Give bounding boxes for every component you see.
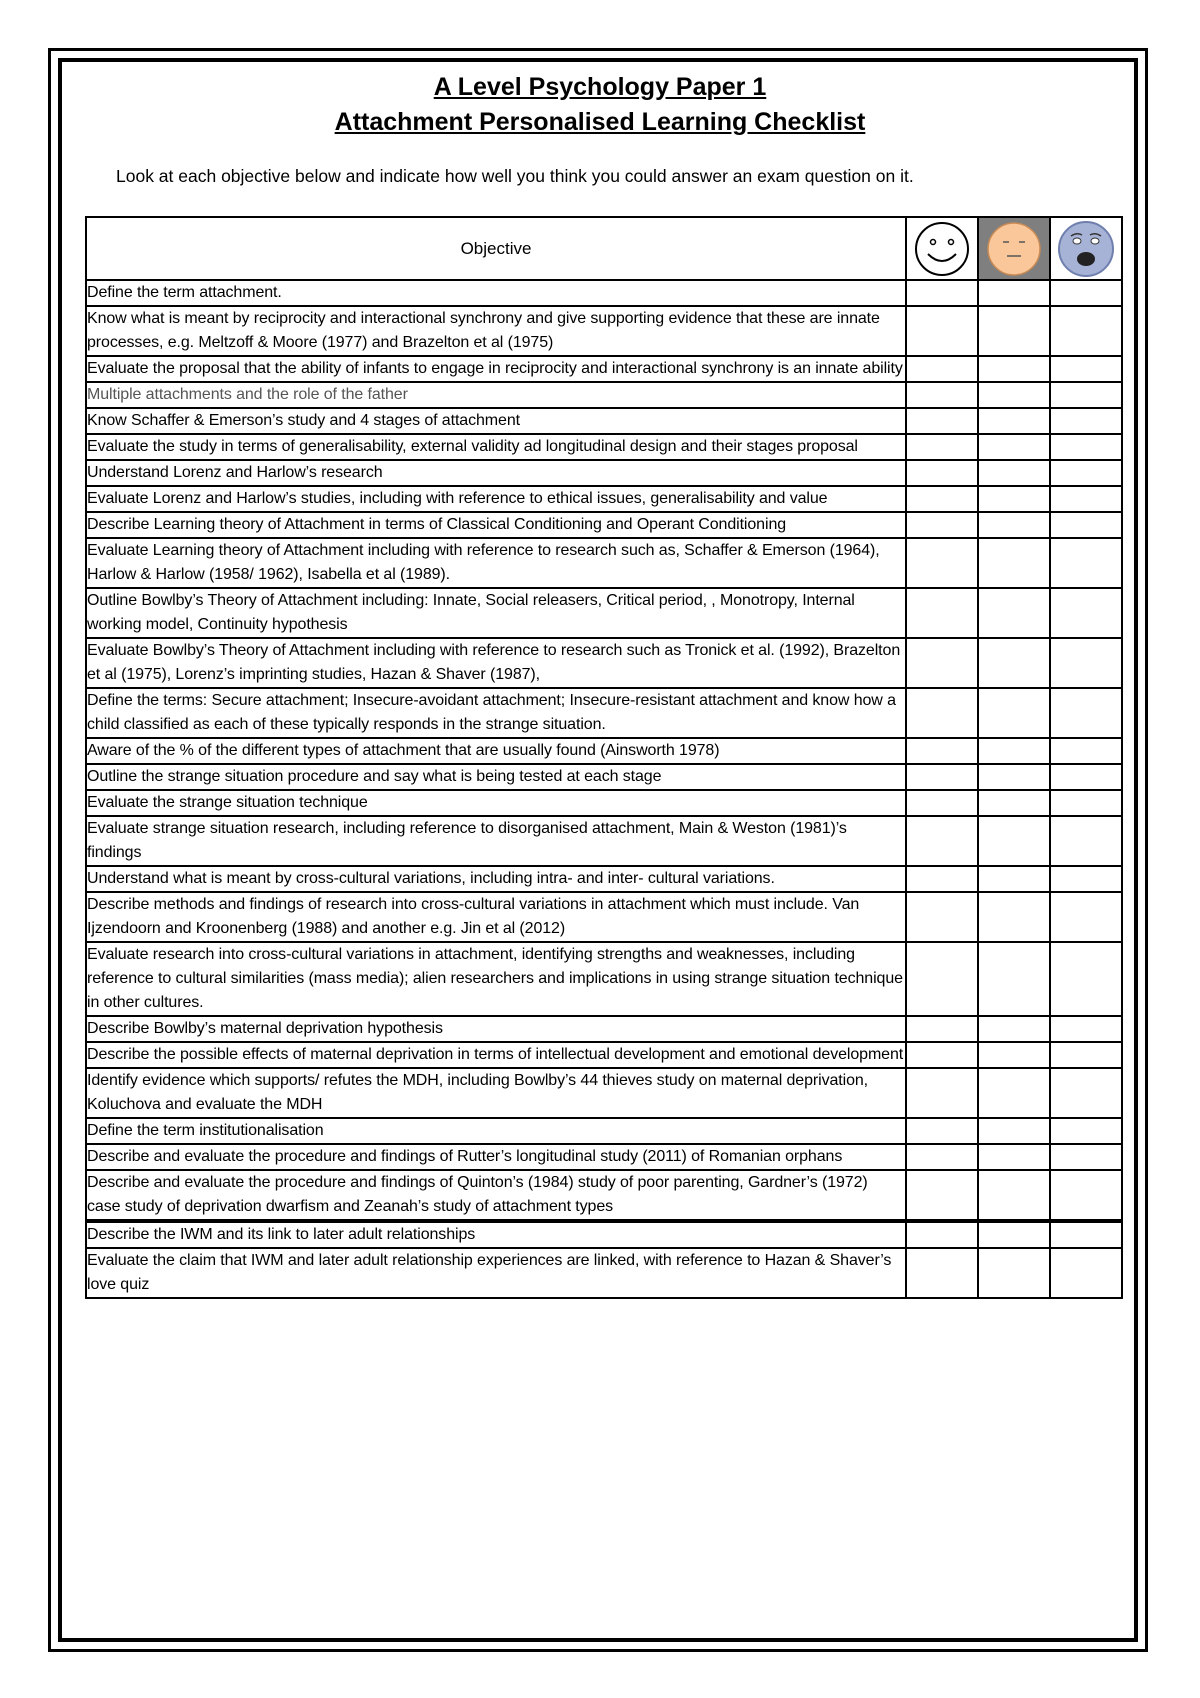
objective-text: Evaluate the claim that IWM and later adult relationship experiences are linked, with reference to Hazan & Shaver’s love quiz: [86, 1248, 906, 1298]
objective-text: Aware of the % of the different types of attachment that are usually found (Ainsworth 1978): [86, 738, 906, 764]
rating-cell-confident[interactable]: [906, 892, 978, 942]
document-title: A Level Psychology Paper 1: [433, 73, 767, 101]
rating-cell-unsure[interactable]: [978, 866, 1050, 892]
rating-cell-confident[interactable]: [906, 1248, 978, 1298]
rating-cell-not-confident[interactable]: [1050, 1144, 1122, 1170]
objective-text: Identify evidence which supports/ refutes the MDH, including Bowlby’s 44 thieves study on maternal deprivation, Koluchova and evaluate the MDH: [86, 1068, 906, 1118]
objective-text: Evaluate the proposal that the ability of infants to engage in reciprocity and interactional synchrony is an innate ability: [86, 356, 906, 382]
rating-cell-not-confident[interactable]: [1050, 538, 1122, 588]
table-row: [86, 408, 1122, 434]
rating-cell-not-confident[interactable]: [1050, 1118, 1122, 1144]
table-row: [86, 1170, 1122, 1221]
rating-cell-confident[interactable]: [906, 942, 978, 1016]
table-row: [86, 280, 1122, 306]
rating-cell-not-confident[interactable]: [1050, 816, 1122, 866]
rating-cell-confident[interactable]: [906, 1042, 978, 1068]
rating-cell-confident[interactable]: [906, 816, 978, 866]
rating-cell-confident[interactable]: [906, 1118, 978, 1144]
objective-text: Evaluate research into cross-cultural variations in attachment, identifying strengths and weaknesses, including reference to cultural similarities (mass media); alien researchers and implications in using strange situation technique in other cultures.: [86, 942, 906, 1016]
rating-cell-unsure[interactable]: [978, 1170, 1050, 1221]
rating-cell-not-confident[interactable]: [1050, 306, 1122, 356]
rating-cell-unsure[interactable]: [978, 1118, 1050, 1144]
rating-cell-unsure[interactable]: [978, 1016, 1050, 1042]
table-row: [86, 486, 1122, 512]
rating-cell-confident[interactable]: [906, 688, 978, 738]
rating-cell-unsure[interactable]: [978, 1221, 1050, 1248]
rating-cell-not-confident[interactable]: [1050, 942, 1122, 1016]
table-row: [86, 866, 1122, 892]
rating-header-unsure: [978, 217, 1050, 280]
rating-cell-not-confident[interactable]: [1050, 434, 1122, 460]
learning-checklist-table: [85, 216, 1123, 1299]
rating-cell-unsure[interactable]: [978, 512, 1050, 538]
rating-cell-confident[interactable]: [906, 866, 978, 892]
objective-text: Evaluate Learning theory of Attachment including with reference to research such as, Schaffer & Emerson (1964), Harlow & Harlow (1958/ 1962), Isabella et al (1989).: [86, 538, 906, 588]
table-row: [86, 1068, 1122, 1118]
rating-cell-confident[interactable]: [906, 1170, 978, 1221]
objective-text: Multiple attachments and the role of the father: [86, 382, 906, 408]
rating-cell-not-confident[interactable]: [1050, 512, 1122, 538]
objective-text: Evaluate the strange situation technique: [86, 790, 906, 816]
rating-header-confident: [906, 217, 978, 280]
upset-face-icon: [1056, 219, 1116, 279]
table-row: [86, 688, 1122, 738]
rating-cell-not-confident[interactable]: [1050, 790, 1122, 816]
rating-cell-not-confident[interactable]: [1050, 764, 1122, 790]
table-row: [86, 738, 1122, 764]
rating-cell-not-confident[interactable]: [1050, 892, 1122, 942]
objective-header: Objective: [86, 217, 906, 280]
objective-text: Evaluate strange situation research, including reference to disorganised attachment, Main & Weston (1981)’s findings: [86, 816, 906, 866]
rating-cell-confident[interactable]: [906, 280, 978, 306]
rating-cell-not-confident[interactable]: [1050, 1016, 1122, 1042]
objective-text: Describe and evaluate the procedure and findings of Quinton’s (1984) study of poor parenting, Gardner’s (1972) case study of deprivation dwarfism and Zeanah’s study of attachment types: [86, 1170, 906, 1221]
table-row: [86, 538, 1122, 588]
rating-cell-unsure[interactable]: [978, 1144, 1050, 1170]
objective-text: Describe Bowlby’s maternal deprivation hypothesis: [86, 1016, 906, 1042]
rating-header-not-confident: [1050, 217, 1122, 280]
rating-cell-unsure[interactable]: [978, 638, 1050, 688]
rating-cell-confident[interactable]: [906, 1016, 978, 1042]
rating-cell-confident[interactable]: [906, 382, 978, 408]
rating-cell-not-confident[interactable]: [1050, 866, 1122, 892]
table-row: [86, 1016, 1122, 1042]
rating-cell-confident[interactable]: [906, 356, 978, 382]
objective-text: Describe the possible effects of maternal deprivation in terms of intellectual development and emotional development: [86, 1042, 906, 1068]
rating-cell-not-confident[interactable]: [1050, 408, 1122, 434]
rating-cell-confident[interactable]: [906, 1068, 978, 1118]
objective-text: Evaluate the study in terms of generalisability, external validity ad longitudinal design and their stages proposal: [86, 434, 906, 460]
objective-text: Define the term institutionalisation: [86, 1118, 906, 1144]
table-row: [86, 382, 1122, 408]
rating-cell-unsure[interactable]: [978, 588, 1050, 638]
rating-cell-confident[interactable]: [906, 306, 978, 356]
objective-text: Understand Lorenz and Harlow’s research: [86, 460, 906, 486]
rating-cell-unsure[interactable]: [978, 790, 1050, 816]
rating-cell-unsure[interactable]: [978, 816, 1050, 866]
objective-text: Describe Learning theory of Attachment in terms of Classical Conditioning and Operant Conditioning: [86, 512, 906, 538]
rating-cell-confident[interactable]: [906, 512, 978, 538]
rating-cell-not-confident[interactable]: [1050, 638, 1122, 688]
objective-text: Know Schaffer & Emerson’s study and 4 stages of attachment: [86, 408, 906, 434]
table-row: [86, 356, 1122, 382]
table-row: [86, 306, 1122, 356]
table-row: [86, 816, 1122, 866]
instructions-text: Look at each objective below and indicate how well you think you could answer an exam question on it.: [116, 166, 914, 186]
table-row: [86, 764, 1122, 790]
rating-cell-confident[interactable]: [906, 538, 978, 588]
objective-text: Describe and evaluate the procedure and findings of Rutter’s longitudinal study (2011) of Romanian orphans: [86, 1144, 906, 1170]
rating-cell-not-confident[interactable]: [1050, 688, 1122, 738]
rating-cell-confident[interactable]: [906, 1221, 978, 1248]
rating-cell-unsure[interactable]: [978, 356, 1050, 382]
objective-text: Evaluate Lorenz and Harlow’s studies, including with reference to ethical issues, generalisability and value: [86, 486, 906, 512]
rating-cell-unsure[interactable]: [978, 1248, 1050, 1298]
rating-cell-confident[interactable]: [906, 638, 978, 688]
rating-cell-unsure[interactable]: [978, 434, 1050, 460]
rating-cell-unsure[interactable]: [978, 408, 1050, 434]
rating-cell-unsure[interactable]: [978, 1042, 1050, 1068]
rating-cell-unsure[interactable]: [978, 486, 1050, 512]
neutral-face-icon: [985, 220, 1043, 278]
table-row: [86, 892, 1122, 942]
rating-cell-confident[interactable]: [906, 738, 978, 764]
rating-cell-unsure[interactable]: [978, 280, 1050, 306]
rating-cell-unsure[interactable]: [978, 738, 1050, 764]
table-row: [86, 434, 1122, 460]
objective-text: Outline Bowlby’s Theory of Attachment including: Innate, Social releasers, Critical period, , Monotropy, Internal working model, Continuity hypothesis: [86, 588, 906, 638]
rating-cell-unsure[interactable]: [978, 892, 1050, 942]
rating-cell-not-confident[interactable]: [1050, 280, 1122, 306]
rating-cell-not-confident[interactable]: [1050, 1248, 1122, 1298]
table-row: [86, 1221, 1122, 1248]
rating-cell-unsure[interactable]: [978, 306, 1050, 356]
rating-cell-unsure[interactable]: [978, 382, 1050, 408]
rating-cell-not-confident[interactable]: [1050, 460, 1122, 486]
smiley-face-icon: [913, 220, 971, 278]
table-row: [86, 942, 1122, 1016]
rating-cell-unsure[interactable]: [978, 460, 1050, 486]
table-row: [86, 1118, 1122, 1144]
rating-cell-not-confident[interactable]: [1050, 588, 1122, 638]
table-row: [86, 1144, 1122, 1170]
rating-cell-unsure[interactable]: [978, 942, 1050, 1016]
rating-cell-confident[interactable]: [906, 588, 978, 638]
objective-text: Describe the IWM and its link to later adult relationships: [86, 1221, 906, 1248]
rating-cell-unsure[interactable]: [978, 1068, 1050, 1118]
rating-cell-confident[interactable]: [906, 790, 978, 816]
rating-cell-not-confident[interactable]: [1050, 382, 1122, 408]
rating-cell-not-confident[interactable]: [1050, 1170, 1122, 1221]
objective-text: Outline the strange situation procedure and say what is being tested at each stage: [86, 764, 906, 790]
rating-cell-not-confident[interactable]: [1050, 356, 1122, 382]
rating-cell-unsure[interactable]: [978, 764, 1050, 790]
rating-cell-not-confident[interactable]: [1050, 1042, 1122, 1068]
document-subtitle: Attachment Personalised Learning Checklist: [334, 108, 866, 136]
table-row: [86, 1248, 1122, 1298]
rating-cell-unsure[interactable]: [978, 688, 1050, 738]
rating-cell-confident[interactable]: [906, 1144, 978, 1170]
table-row: [86, 1042, 1122, 1068]
rating-cell-not-confident[interactable]: [1050, 486, 1122, 512]
table-row: [86, 638, 1122, 688]
rating-cell-unsure[interactable]: [978, 538, 1050, 588]
objective-text: Know what is meant by reciprocity and interactional synchrony and give supporting evidence that these are innate processes, e.g. Meltzoff & Moore (1977) and Brazelton et al (1975): [86, 306, 906, 356]
table-row: [86, 790, 1122, 816]
objective-text: Describe methods and findings of research into cross-cultural variations in attachment which must include. Van Ijzendoorn and Kroonenberg (1988) and another e.g. Jin et al (2012): [86, 892, 906, 942]
objective-text: Define the term attachment.: [86, 280, 906, 306]
objective-text: Define the terms: Secure attachment; Insecure-avoidant attachment; Insecure-resistant attachment and know how a child classified as each of these typically responds in the strange situation.: [86, 688, 906, 738]
rating-cell-not-confident[interactable]: [1050, 1221, 1122, 1248]
table-row: [86, 512, 1122, 538]
rating-cell-not-confident[interactable]: [1050, 1068, 1122, 1118]
objective-text: Evaluate Bowlby’s Theory of Attachment including with reference to research such as Tronick et al. (1992), Brazelton et al (1975), Lorenz’s imprinting studies, Hazan & Shaver (1987),: [86, 638, 906, 688]
rating-cell-confident[interactable]: [906, 460, 978, 486]
table-row: [86, 460, 1122, 486]
table-row: [86, 588, 1122, 638]
rating-cell-confident[interactable]: [906, 408, 978, 434]
rating-cell-confident[interactable]: [906, 434, 978, 460]
objective-text: Understand what is meant by cross-cultural variations, including intra- and inter- cultural variations.: [86, 866, 906, 892]
rating-cell-confident[interactable]: [906, 764, 978, 790]
rating-cell-confident[interactable]: [906, 486, 978, 512]
table-header-row: [86, 217, 1122, 280]
rating-cell-not-confident[interactable]: [1050, 738, 1122, 764]
